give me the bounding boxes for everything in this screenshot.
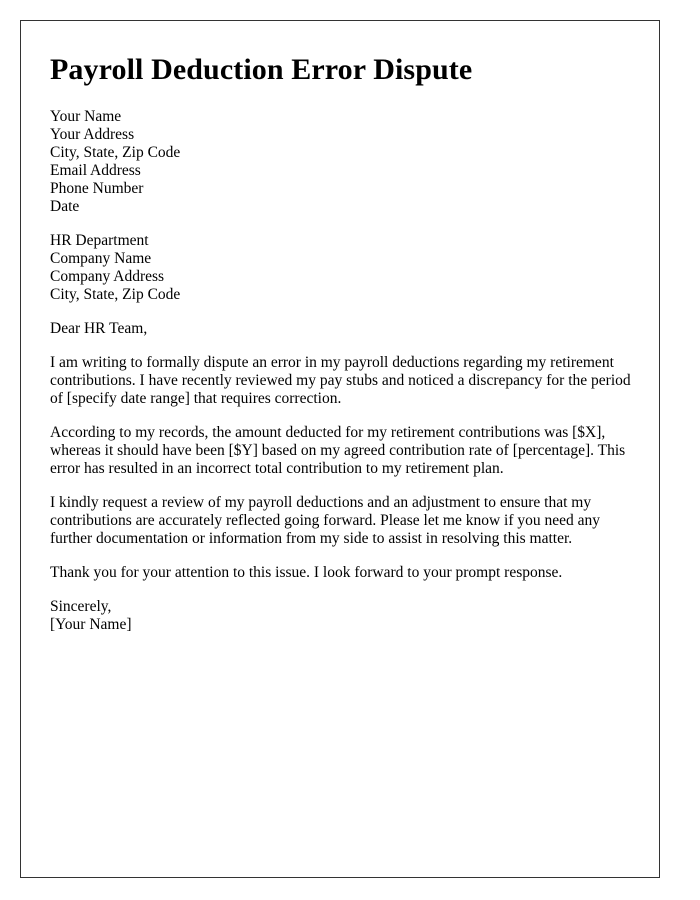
recipient-address-block	[50, 232, 640, 304]
recipient-company-address: Company Address	[50, 268, 165, 285]
body-paragraph-4: Thank you for your attention to this issue. I look forward to your prompt response.	[50, 564, 563, 581]
letter-date: Date	[50, 198, 80, 215]
sender-address-block	[50, 108, 640, 216]
closing-block	[50, 598, 640, 634]
body-paragraph-1: I am writing to formally dispute an error in my payroll deductions regarding my retirement contributions. I have recently reviewed my pay stubs and noticed a discrepancy for the period of [specify date range] that requires correction.	[50, 354, 631, 407]
recipient-city-state-zip: City, State, Zip Code	[50, 286, 181, 303]
sender-address: Your Address	[50, 126, 135, 143]
signature-name: [Your Name]	[50, 616, 132, 633]
salutation: Dear HR Team,	[50, 320, 148, 337]
letter-page	[20, 20, 660, 878]
recipient-company-name: Company Name	[50, 250, 152, 267]
body-paragraph-2: According to my records, the amount deducted for my retirement contributions was [$X], whereas it should have been [$Y] based on my agreed contribution rate of [percentage]. This error has resulted in an incorrect total contribution to my retirement plan.	[50, 424, 626, 477]
sender-city-state-zip: City, State, Zip Code	[50, 144, 181, 161]
recipient-department: HR Department	[50, 232, 149, 249]
sender-phone: Phone Number	[50, 180, 144, 197]
sender-email: Email Address	[50, 162, 141, 179]
body-paragraph-3: I kindly request a review of my payroll deductions and an adjustment to ensure that my contributions are accurately reflected going forward. Please let me know if you need any further documentation or information from my side to assist in resolving this matter.	[50, 494, 601, 547]
letter-title: Payroll Deduction Error Dispute	[50, 53, 473, 86]
letter-content	[50, 51, 640, 634]
sender-name: Your Name	[50, 108, 122, 125]
closing-phrase: Sincerely,	[50, 598, 112, 615]
